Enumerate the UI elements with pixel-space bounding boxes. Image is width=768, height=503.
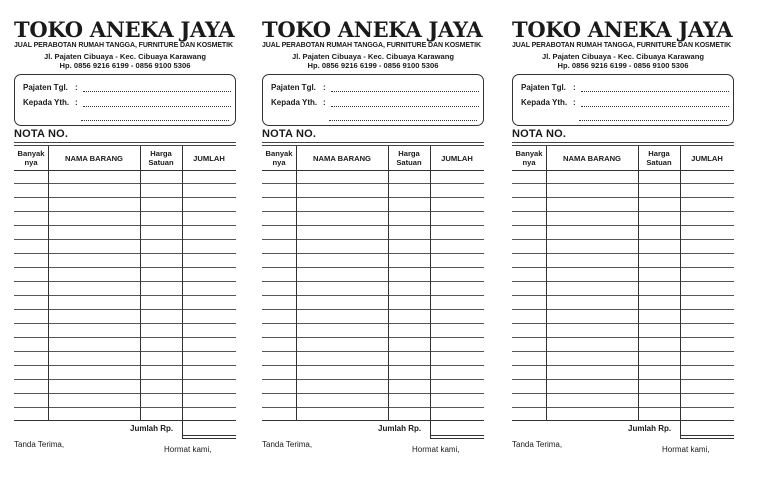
nota-form-2 bbox=[260, 0, 490, 503]
separator: : bbox=[573, 98, 576, 107]
store-address: Jl. Pajaten Cibuaya - Kec. Cibuaya Karawang bbox=[43, 52, 207, 61]
store-address: Jl. Pajaten Cibuaya - Kec. Cibuaya Karawang bbox=[291, 52, 455, 61]
column-divider bbox=[296, 146, 297, 420]
column-header-name: NAMA BARANG bbox=[65, 153, 123, 163]
date-row bbox=[271, 83, 326, 92]
separator: : bbox=[75, 83, 78, 92]
nota-form-1 bbox=[12, 0, 242, 503]
date-row bbox=[521, 83, 576, 92]
column-header-total: JUMLAH bbox=[441, 153, 473, 163]
received-label: Tanda Terima, bbox=[14, 440, 65, 449]
date-label: Pajaten Tgl. bbox=[23, 83, 68, 92]
divider bbox=[262, 142, 484, 143]
store-phone: Hp. 0856 9216 6199 - 0856 9100 5306 bbox=[307, 61, 439, 70]
total-field[interactable] bbox=[182, 421, 236, 439]
column-divider bbox=[430, 146, 431, 420]
regards-label: Hormat kami, bbox=[662, 445, 710, 454]
total-field[interactable] bbox=[680, 421, 734, 439]
recipient-label: Kepada Yth. bbox=[521, 98, 568, 107]
store-address: Jl. Pajaten Cibuaya - Kec. Cibuaya Karawang bbox=[541, 52, 705, 61]
info-box bbox=[512, 74, 734, 126]
recipient-field[interactable] bbox=[83, 106, 231, 107]
items-table bbox=[14, 146, 236, 420]
store-description: JUAL PERABOTAN RUMAH TANGGA, FURNITURE DAN KOSMETIK bbox=[262, 42, 481, 49]
column-header-price: Harga Satuan bbox=[646, 149, 672, 167]
date-label: Pajaten Tgl. bbox=[521, 83, 566, 92]
total-label: Jumlah Rp. bbox=[130, 424, 174, 433]
recipient-label: Kepada Yth. bbox=[271, 98, 318, 107]
column-header-qty: Banyak nya bbox=[515, 149, 543, 167]
nota-number-label: NOTA NO. bbox=[262, 128, 317, 140]
separator: : bbox=[323, 83, 326, 92]
column-header-qty: Banyak nya bbox=[265, 149, 293, 167]
info-box bbox=[262, 74, 484, 126]
store-description: JUAL PERABOTAN RUMAH TANGGA, FURNITURE DAN KOSMETIK bbox=[512, 42, 731, 49]
column-divider bbox=[546, 146, 547, 420]
column-header-total: JUMLAH bbox=[193, 153, 225, 163]
column-divider bbox=[140, 146, 141, 420]
total-label: Jumlah Rp. bbox=[628, 424, 672, 433]
separator: : bbox=[573, 83, 576, 92]
regards-label: Hormat kami, bbox=[412, 445, 460, 454]
received-label: Tanda Terima, bbox=[262, 440, 313, 449]
date-row bbox=[23, 83, 78, 92]
items-table bbox=[262, 146, 484, 420]
received-label: Tanda Terima, bbox=[512, 440, 563, 449]
store-phone: Hp. 0856 9216 6199 - 0856 9100 5306 bbox=[557, 61, 689, 70]
info-box bbox=[14, 74, 236, 126]
column-divider bbox=[638, 146, 639, 420]
total-label: Jumlah Rp. bbox=[378, 424, 422, 433]
recipient-field[interactable] bbox=[331, 106, 479, 107]
nota-number-label: NOTA NO. bbox=[14, 128, 69, 140]
recipient-row bbox=[23, 98, 78, 107]
date-field[interactable] bbox=[581, 91, 729, 92]
recipient-field-line2[interactable] bbox=[81, 120, 229, 121]
store-name: TOKO ANEKA JAYA bbox=[262, 17, 483, 42]
divider bbox=[512, 142, 734, 143]
date-field[interactable] bbox=[83, 91, 231, 92]
date-label: Pajaten Tgl. bbox=[271, 83, 316, 92]
column-header-price: Harga Satuan bbox=[396, 149, 422, 167]
store-description: JUAL PERABOTAN RUMAH TANGGA, FURNITURE DAN KOSMETIK bbox=[14, 42, 233, 49]
column-header-qty: Banyak nya bbox=[17, 149, 45, 167]
column-header-name: NAMA BARANG bbox=[563, 153, 621, 163]
store-name: TOKO ANEKA JAYA bbox=[512, 17, 733, 42]
nota-number-label: NOTA NO. bbox=[512, 128, 567, 140]
total-field[interactable] bbox=[430, 421, 484, 439]
store-phone: Hp. 0856 9216 6199 - 0856 9100 5306 bbox=[59, 61, 191, 70]
nota-form-3 bbox=[510, 0, 740, 503]
store-name: TOKO ANEKA JAYA bbox=[14, 17, 235, 42]
divider bbox=[14, 142, 236, 143]
column-header-total: JUMLAH bbox=[691, 153, 723, 163]
recipient-field[interactable] bbox=[581, 106, 729, 107]
column-divider bbox=[680, 146, 681, 420]
recipient-field-line2[interactable] bbox=[579, 120, 727, 121]
recipient-field-line2[interactable] bbox=[329, 120, 477, 121]
separator: : bbox=[323, 98, 326, 107]
regards-label: Hormat kami, bbox=[164, 445, 212, 454]
separator: : bbox=[75, 98, 78, 107]
date-field[interactable] bbox=[331, 91, 479, 92]
items-table bbox=[512, 146, 734, 420]
column-divider bbox=[388, 146, 389, 420]
column-header-price: Harga Satuan bbox=[148, 149, 174, 167]
recipient-label: Kepada Yth. bbox=[23, 98, 70, 107]
recipient-row bbox=[521, 98, 576, 107]
recipient-row bbox=[271, 98, 326, 107]
column-divider bbox=[182, 146, 183, 420]
column-header-name: NAMA BARANG bbox=[313, 153, 371, 163]
column-divider bbox=[48, 146, 49, 420]
